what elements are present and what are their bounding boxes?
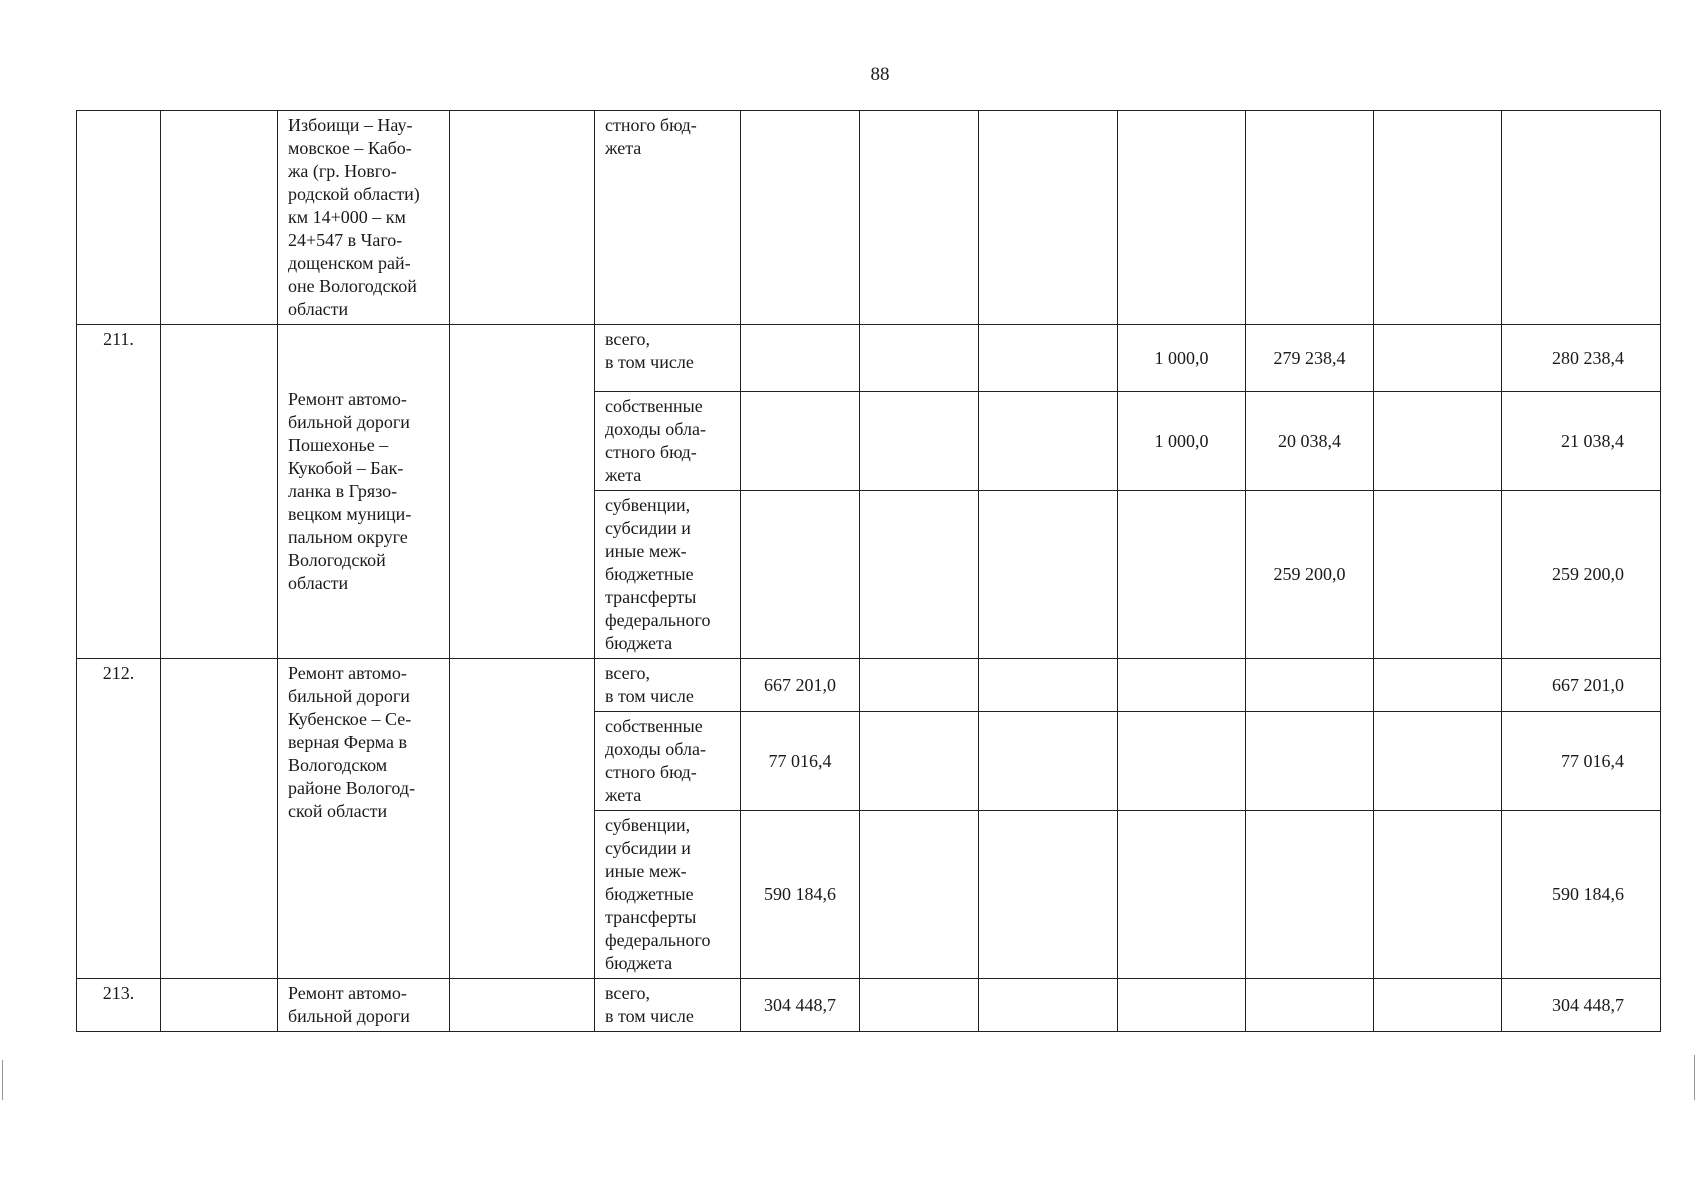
empty-cell — [860, 659, 979, 712]
value-cell-col6 — [1246, 712, 1374, 811]
empty-cell — [450, 979, 595, 1032]
empty-cell — [1374, 325, 1502, 392]
value-cell-col5 — [1118, 659, 1246, 712]
object-name-cell: Избоищи – Нау- мовское – Кабо- жа (гр. Новго- родской области) км 14+000 – км 24+547 в Чаго- дощенском рай- оне Вологодской области — [278, 111, 450, 325]
table-row — [77, 979, 1661, 1032]
funding-source-cell: субвенции, субсидии и иные меж- бюджетные трансферты федерального бюджета — [595, 811, 741, 979]
value-cell-col6: 259 200,0 — [1246, 491, 1374, 659]
table-body — [77, 111, 1661, 1032]
value-cell-col6 — [1246, 659, 1374, 712]
total-cell: 304 448,7 — [1502, 979, 1661, 1032]
empty-cell — [860, 325, 979, 392]
empty-cell — [860, 392, 979, 491]
total-cell: 77 016,4 — [1502, 712, 1661, 811]
scan-edge-mark — [2, 1060, 3, 1100]
value-cell-col5 — [1118, 111, 1246, 325]
empty-cell — [450, 111, 595, 325]
value-cell-col6: 20 038,4 — [1246, 392, 1374, 491]
funding-source-cell: собственные доходы обла- стного бюд- жета — [595, 712, 741, 811]
total-cell — [1502, 111, 1661, 325]
row-number-cell: 212. — [77, 659, 161, 979]
empty-cell — [161, 111, 278, 325]
empty-cell — [979, 659, 1118, 712]
empty-cell — [860, 712, 979, 811]
object-name-cell: Ремонт автомо- бильной дороги — [278, 979, 450, 1032]
total-cell: 21 038,4 — [1502, 392, 1661, 491]
funding-source-cell: собственные доходы обла- стного бюд- жета — [595, 392, 741, 491]
total-cell: 259 200,0 — [1502, 491, 1661, 659]
value-cell-col5: 1 000,0 — [1118, 325, 1246, 392]
empty-cell — [1374, 491, 1502, 659]
empty-cell — [979, 111, 1118, 325]
value-cell-col5 — [1118, 811, 1246, 979]
funding-source-cell: всего, в том числе — [595, 979, 741, 1032]
empty-cell — [161, 659, 278, 979]
object-name-cell: Ремонт автомо- бильной дороги Кубенское – Се- верная Ферма в Вологодском районе Вологод- ской области — [278, 659, 450, 979]
value-cell-col1: 77 016,4 — [741, 712, 860, 811]
empty-cell — [979, 392, 1118, 491]
funding-source-cell: всего, в том числе — [595, 659, 741, 712]
row-number-cell — [77, 111, 161, 325]
empty-cell — [1374, 979, 1502, 1032]
total-cell: 280 238,4 — [1502, 325, 1661, 392]
value-cell-col5 — [1118, 712, 1246, 811]
funding-source-cell: стного бюд- жета — [595, 111, 741, 325]
funding-source-cell: субвенции, субсидии и иные меж- бюджетные трансферты федерального бюджета — [595, 491, 741, 659]
empty-cell — [860, 491, 979, 659]
budget-table — [76, 110, 1661, 1032]
value-cell-col1: 667 201,0 — [741, 659, 860, 712]
value-cell-col1: 304 448,7 — [741, 979, 860, 1032]
funding-source-cell: всего, в том числе — [595, 325, 741, 392]
value-cell-col1: 590 184,6 — [741, 811, 860, 979]
empty-cell — [450, 325, 595, 659]
empty-cell — [979, 979, 1118, 1032]
page-number: 88 — [870, 64, 890, 85]
empty-cell — [450, 659, 595, 979]
value-cell-col1 — [741, 392, 860, 491]
value-cell-col1 — [741, 491, 860, 659]
total-cell: 590 184,6 — [1502, 811, 1661, 979]
table-row — [77, 659, 1661, 712]
empty-cell — [979, 325, 1118, 392]
empty-cell — [1374, 712, 1502, 811]
value-cell-col6 — [1246, 111, 1374, 325]
empty-cell — [161, 979, 278, 1032]
total-cell: 667 201,0 — [1502, 659, 1661, 712]
value-cell-col5: 1 000,0 — [1118, 392, 1246, 491]
empty-cell — [1374, 111, 1502, 325]
scan-edge-mark — [1694, 1055, 1695, 1100]
empty-cell — [1374, 811, 1502, 979]
object-name-cell: Ремонт автомо- бильной дороги Пошехонье – Кукобой – Бак- ланка в Грязо- вецком муници- пальном округе Вологодской области — [278, 325, 450, 659]
empty-cell — [161, 325, 278, 659]
value-cell-col6 — [1246, 979, 1374, 1032]
value-cell-col6: 279 238,4 — [1246, 325, 1374, 392]
row-number-cell: 211. — [77, 325, 161, 659]
empty-cell — [979, 811, 1118, 979]
value-cell-col1 — [741, 111, 860, 325]
row-number-cell: 213. — [77, 979, 161, 1032]
value-cell-col5 — [1118, 491, 1246, 659]
value-cell-col5 — [1118, 979, 1246, 1032]
empty-cell — [979, 712, 1118, 811]
empty-cell — [860, 111, 979, 325]
empty-cell — [860, 811, 979, 979]
empty-cell — [860, 979, 979, 1032]
empty-cell — [1374, 659, 1502, 712]
table-row — [77, 325, 1661, 392]
value-cell-col6 — [1246, 811, 1374, 979]
empty-cell — [979, 491, 1118, 659]
value-cell-col1 — [741, 325, 860, 392]
table-row — [77, 111, 1661, 325]
empty-cell — [1374, 392, 1502, 491]
